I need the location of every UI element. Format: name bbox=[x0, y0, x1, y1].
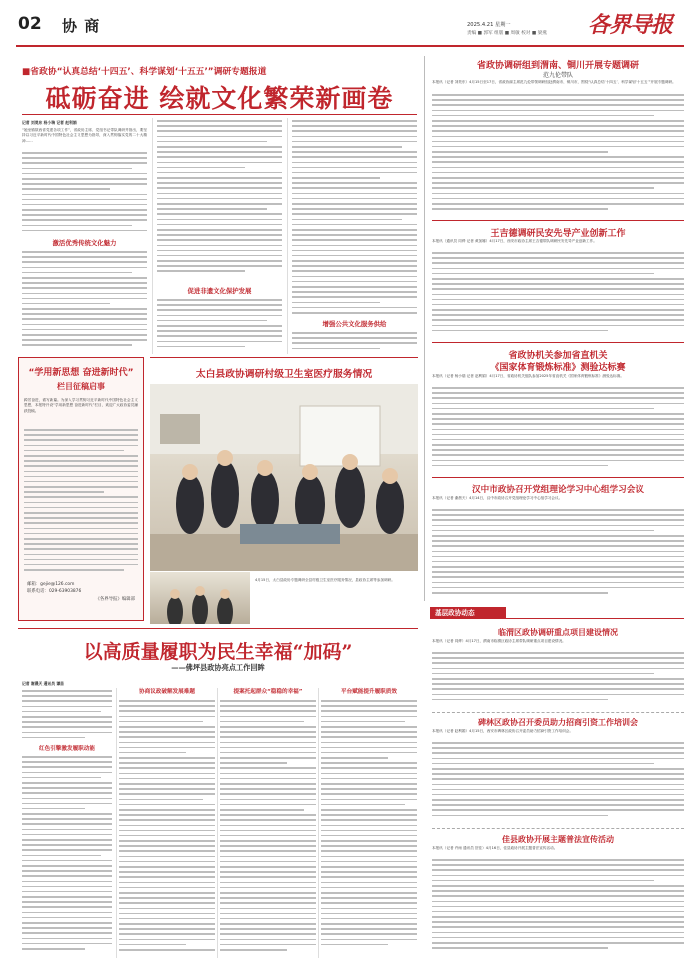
base-divider bbox=[432, 712, 684, 713]
feature-subhead-3: 提案托起群众“稳稳的幸福” bbox=[233, 689, 303, 695]
right-top-headline: 省政协调研组到渭南、铜川开展专题调研 bbox=[476, 61, 639, 71]
photo-inset bbox=[150, 572, 250, 624]
lead-kicker: ■省政协“认真总结‘十四五’、科学谋划‘十五五’”调研专题报道 bbox=[22, 67, 267, 77]
lead-headline: 砥砺奋进 绘就文化繁荣新画卷 bbox=[45, 84, 394, 113]
feature-col-2 bbox=[119, 700, 215, 958]
header-rule bbox=[16, 45, 684, 47]
page-header bbox=[0, 0, 700, 50]
feature-col-3 bbox=[220, 700, 316, 958]
right-hanzhong-lines bbox=[432, 509, 684, 601]
feature-col-1b bbox=[22, 756, 112, 958]
lead-col-1 bbox=[22, 152, 147, 234]
col-divider bbox=[287, 118, 288, 354]
right-mid-lines bbox=[432, 252, 684, 338]
base-divider bbox=[432, 828, 684, 829]
col-divider bbox=[152, 118, 153, 354]
lead-col-2b bbox=[157, 299, 282, 351]
right-mid-headline: 王吉德调研民安先导产业创新工作 bbox=[490, 229, 626, 239]
base-item-3-byline: 本报讯（记者 许雨 通讯员 贺佳）4月16日，佳县政协开展主题普法宣传活动。 bbox=[432, 846, 558, 850]
column-call-email[interactable]: 邮箱：gejie@126.com bbox=[27, 582, 75, 587]
photo-caption: 4月15日，太白县政协专题调研全县村级卫生室医疗服务情况，县政协主席等参加调研。 bbox=[255, 578, 395, 582]
header-date: 2025.4.21 星期一 bbox=[467, 22, 511, 28]
page-number: 02 bbox=[18, 14, 42, 34]
right-rule bbox=[432, 220, 684, 221]
base-rule bbox=[506, 618, 684, 619]
feature-headline: 以高质量履职为民生幸福“加码” bbox=[83, 641, 353, 663]
column-call-box bbox=[18, 357, 144, 621]
right-mid-byline: 本报讯（通讯员 同烨 记者 黄加娜）4月17日，西安市政协主席王吉德带队调研民安先导产业创新工作。 bbox=[432, 239, 597, 243]
col-divider bbox=[116, 688, 117, 958]
lead-col-3 bbox=[292, 120, 417, 316]
base-item-1-lines bbox=[432, 652, 684, 708]
photo-main bbox=[150, 384, 418, 571]
col-divider bbox=[318, 688, 319, 958]
base-item-2-lines bbox=[432, 742, 684, 824]
feature-col-1 bbox=[22, 690, 112, 742]
photo-main-scene bbox=[150, 384, 418, 571]
base-item-1-title: 临渭区政协调研重点项目建设情况 bbox=[498, 628, 618, 637]
base-news-label-text: 基层政协动态 bbox=[435, 609, 475, 617]
base-item-3-title: 佳县政协开展主题普法宣传活动 bbox=[502, 835, 614, 844]
right-top-deck: 范九伦带队 bbox=[542, 72, 573, 79]
lead-subhead-1: 激活优秀传统文化魅力 bbox=[52, 239, 117, 247]
lead-rule bbox=[22, 114, 417, 115]
right-col-divider bbox=[424, 56, 425, 601]
feature-rule bbox=[18, 628, 418, 629]
right-rule bbox=[432, 342, 684, 343]
column-call-sign: 《各界导报》编辑部 bbox=[95, 597, 135, 603]
right-fitness-headline-1: 省政协机关参加省直机关 bbox=[508, 351, 608, 361]
right-fitness-lines bbox=[432, 387, 684, 473]
right-top-body: 本报讯（记者 刘昊东）4月15日至17日，省政协副主席范九伦带领调研组赴渭南市、铜川市，围绕“认真总结‘十四五’、科学谋划‘十五五’”开展专题调研。 bbox=[432, 80, 676, 84]
photo-story-title: 太白县政协调研村级卫生室医疗服务情况 bbox=[195, 369, 373, 380]
lead-col-3b bbox=[292, 332, 417, 352]
right-fitness-byline: 本报讯（记者 杨小瑞 记者 赵利娟）4月17日，省政协机关组队参加2025年省直机关《国家体育锻炼标准》测验达标赛。 bbox=[432, 374, 624, 378]
column-call-lines bbox=[24, 429, 138, 579]
feature-subhead-1: 红色引擎激发履职动能 bbox=[39, 746, 95, 752]
base-item-1-byline: 本报讯（记者 同烨）4月17日，渭南市临渭区政协主席带队调研重点项目建设情况。 bbox=[432, 639, 566, 643]
masthead-logo: 各界导报 bbox=[588, 12, 673, 38]
header-editors: 责编 ■ 郭军 组版 ■ 周敏 校对 ■ 梁燕 bbox=[467, 31, 547, 36]
right-hanzhong-headline: 汉中市政协召开党组理论学习中心组学习会议 bbox=[472, 485, 644, 495]
feature-byline: 记者 谢晨天 通讯员 谭苗 bbox=[22, 681, 64, 686]
right-rule bbox=[432, 477, 684, 478]
column-call-phone: 联系电话：029-63903876 bbox=[27, 588, 82, 594]
lead-subhead-2: 促进非遗文化保护发展 bbox=[187, 287, 252, 295]
feature-subhead-4: 平台赋能提升履职质效 bbox=[341, 689, 397, 695]
base-item-2-title: 碑林区政协召开委员助力招商引资工作培训会 bbox=[478, 718, 638, 727]
lead-subhead-3: 增强公共文化服务供给 bbox=[322, 320, 387, 328]
feature-deck: ——佛坪县政协亮点工作回眸 bbox=[171, 663, 265, 672]
right-hanzhong-byline: 本报讯（记者 谢晨天）4月14日，汉中市政协召开党组理论学习中心组学习会议。 bbox=[432, 496, 563, 500]
lead-col-1b bbox=[22, 251, 147, 351]
col-divider bbox=[217, 688, 218, 958]
section-label: 协 商 bbox=[62, 17, 101, 35]
photo-rule bbox=[150, 357, 418, 358]
photo-inset-scene bbox=[150, 572, 250, 624]
base-item-3-lines bbox=[432, 859, 684, 959]
column-call-title-2: 栏目征稿启事 bbox=[57, 382, 105, 391]
feature-subhead-2: 协商议政破解发展难题 bbox=[139, 689, 195, 695]
column-call-title-1: “学用新思想 奋进新时代” bbox=[28, 368, 134, 378]
base-item-2-byline: 本报讯（记者 赵利娟）4月15日，西安市碑林区政协召开委员助力招商引资工作培训会。 bbox=[432, 729, 573, 733]
lead-intro: “她坐镇陕西省党建各项工作”，省政协主席、党组书记带队调研并指出，要坚持以习近平新时代中国特色社会主义思想为指导，深入贯彻落实党的二十大精神…… bbox=[22, 128, 147, 143]
lead-col-2 bbox=[157, 120, 282, 275]
right-top-lines bbox=[432, 94, 684, 216]
feature-col-4 bbox=[321, 700, 417, 958]
column-call-body: 踔厉奋进，谱写新篇。为深入学习贯彻习近平新时代中国特色社会主义思想，本报特开设“学用新思想 奋进新时代”栏目，欢迎广大政协委员踊跃投稿。 bbox=[24, 398, 138, 413]
right-fitness-headline-2: 《国家体育锻炼标准》测验达标赛 bbox=[490, 363, 626, 373]
lead-byline: 记者 刘昊东 杨小瑞 记者 赵利娟 bbox=[22, 120, 77, 125]
base-news-label bbox=[430, 607, 506, 619]
